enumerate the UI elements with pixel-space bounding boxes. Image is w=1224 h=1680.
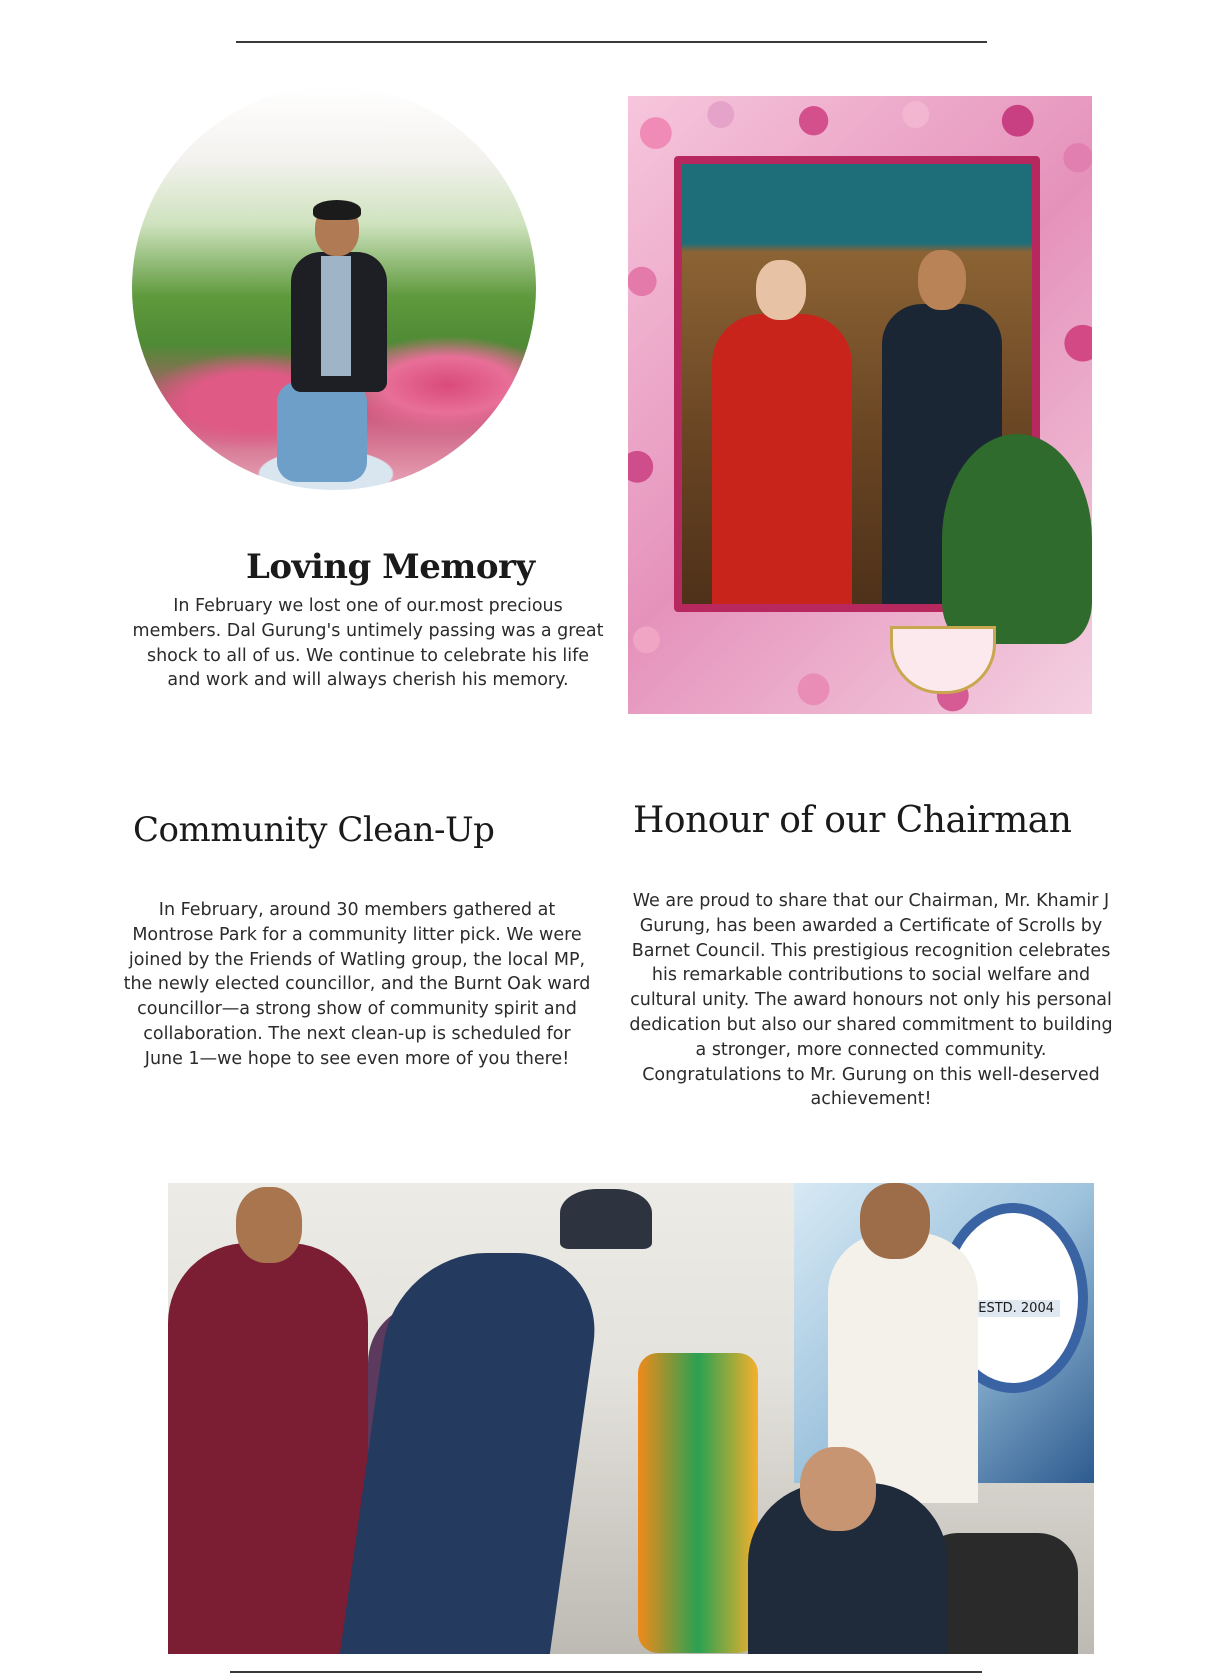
community-group-photo [168, 1183, 1094, 1654]
flower-plant [942, 434, 1092, 644]
top-divider [236, 41, 987, 43]
portrait-person [277, 204, 395, 484]
community-cleanup-title: Community Clean-Up [133, 810, 495, 850]
memorial-portrait-photo [132, 86, 536, 490]
loving-memory-title: Loving Memory [246, 547, 535, 587]
teacup [890, 626, 996, 694]
community-cleanup-text: In February, around 30 members gathered at Montrose Park for a community litter pick. We were joined by the Friends of Watling group, the local MP, the newly elected councillor, and the Burnt Oak ward councillor—a strong show of community spirit and collaboration. The next clean-up is scheduled for June 1—we hope to see even more of you there! [123, 900, 591, 1069]
banner-estd-text: ESTD. 2004 [972, 1300, 1060, 1317]
chairman-honour-text: We are proud to share that our Chairman, Mr. Khamir J Gurung, has been awarded a Certificate of Scrolls by Barnet Council. This prestigious recognition celebrates his remarkable contributions to social welfare and cultural unity. The award honours not only his personal dedication but also our shared commitment to building a stronger, more connected community. Congratulations to Mr. Gurung on this well-deserved achievement! [629, 891, 1113, 1110]
chairman-award-photo [628, 96, 1092, 714]
chairman-honour-title: Honour of our Chairman [633, 800, 1072, 841]
loving-memory-text: In February we lost one of our.most precious members. Dal Gurung's untimely passing was a great shock to all of us. We continue to celebrate his life and work and will always cherish his memory. [132, 596, 604, 691]
khada-scarf [638, 1353, 758, 1653]
bottom-divider [230, 1671, 982, 1673]
